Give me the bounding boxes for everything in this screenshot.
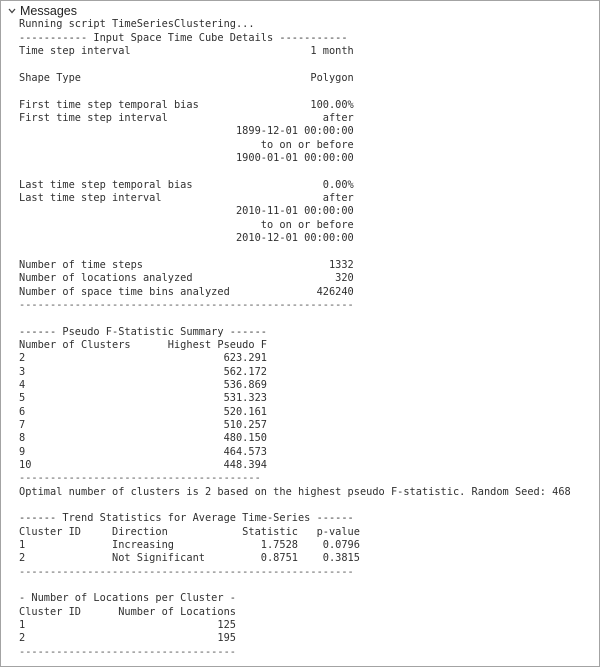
log-line-blank bbox=[19, 59, 571, 72]
separator: ------------------------------------------------------ bbox=[19, 298, 354, 311]
locations-header: - Number of Locations per Cluster - bbox=[19, 592, 236, 605]
log-line-first-interval: First time step interval after bbox=[19, 112, 354, 125]
pseudo-f-header: ------ Pseudo F-Statistic Summary ------ bbox=[19, 325, 267, 338]
chevron-down-icon[interactable] bbox=[7, 6, 17, 16]
pseudo-f-columns: Number of Clusters Highest Pseudo F bbox=[19, 338, 267, 351]
optimal-clusters-message: Optimal number of clusters is 2 based on the highest pseudo F-statistic. Random Seed: 468 bbox=[19, 485, 571, 498]
running-script-status: Running script TimeSeriesClustering... bbox=[19, 18, 255, 30]
log-line-blank bbox=[19, 246, 571, 259]
separator: ----------------------------------- bbox=[19, 645, 236, 658]
log-line-last-interval-end: 2010-12-01 00:00:00 bbox=[19, 232, 354, 245]
locations-columns: Cluster ID Number of Locations bbox=[19, 605, 236, 618]
pseudo-f-row: 10 448.394 bbox=[19, 459, 267, 471]
log-line-num-bins: Number of space time bins analyzed 426240 bbox=[19, 285, 354, 298]
messages-header-toggle[interactable] bbox=[7, 3, 77, 19]
pseudo-f-row: 5 531.323 bbox=[19, 392, 267, 405]
pseudo-f-row: 4 536.869 bbox=[19, 378, 267, 391]
locations-row: 2 195 bbox=[19, 632, 236, 645]
log-line-blank bbox=[19, 499, 571, 512]
log-line-last-interval-to: to on or before bbox=[19, 218, 354, 231]
log-line-blank bbox=[19, 165, 571, 178]
pseudo-f-row: 9 464.573 bbox=[19, 445, 267, 458]
log-line-blank bbox=[19, 312, 571, 325]
trend-row: 1 Increasing 1.7528 0.0796 bbox=[19, 539, 360, 552]
log-line-blank bbox=[19, 85, 571, 98]
separator: ------------------------------------------------------ bbox=[19, 565, 354, 578]
log-line-first-interval-start: 1899-12-01 00:00:00 bbox=[19, 125, 354, 138]
pseudo-f-row: 3 562.172 bbox=[19, 365, 267, 378]
panel-title: Messages bbox=[20, 4, 77, 18]
input-cube-header: ----------- Input Space Time Cube Details ----------- bbox=[19, 32, 348, 44]
locations-row: 1 125 bbox=[19, 619, 236, 632]
log-line-time-step-interval: Time step interval 1 month bbox=[19, 45, 354, 58]
log-line-blank bbox=[19, 579, 571, 592]
pseudo-f-row: 7 510.257 bbox=[19, 418, 267, 431]
pseudo-f-row: 6 520.161 bbox=[19, 405, 267, 418]
pseudo-f-row: 2 623.291 bbox=[19, 352, 267, 365]
log-line-first-bias: First time step temporal bias 100.00% bbox=[19, 98, 354, 111]
separator: --------------------------------------- bbox=[19, 472, 261, 485]
log-line-last-bias: Last time step temporal bias 0.00% bbox=[19, 178, 354, 191]
message-log bbox=[19, 32, 571, 659]
pseudo-f-row: 8 480.150 bbox=[19, 432, 267, 445]
log-line-shape-type: Shape Type Polygon bbox=[19, 72, 354, 85]
log-line-first-interval-end: 1900-01-01 00:00:00 bbox=[19, 152, 354, 165]
trend-header: ------ Trend Statistics for Average Time-Series ------ bbox=[19, 512, 354, 525]
trend-columns: Cluster ID Direction Statistic p-value bbox=[19, 525, 360, 538]
log-line-first-interval-to: to on or before bbox=[19, 138, 354, 151]
log-line-last-interval: Last time step interval after bbox=[19, 192, 354, 205]
log-line-num-time-steps: Number of time steps 1332 bbox=[19, 258, 354, 271]
log-line-num-locations: Number of locations analyzed 320 bbox=[19, 272, 354, 285]
trend-row: 2 Not Significant 0.8751 0.3815 bbox=[19, 552, 360, 565]
log-line-last-interval-start: 2010-11-01 00:00:00 bbox=[19, 205, 354, 218]
